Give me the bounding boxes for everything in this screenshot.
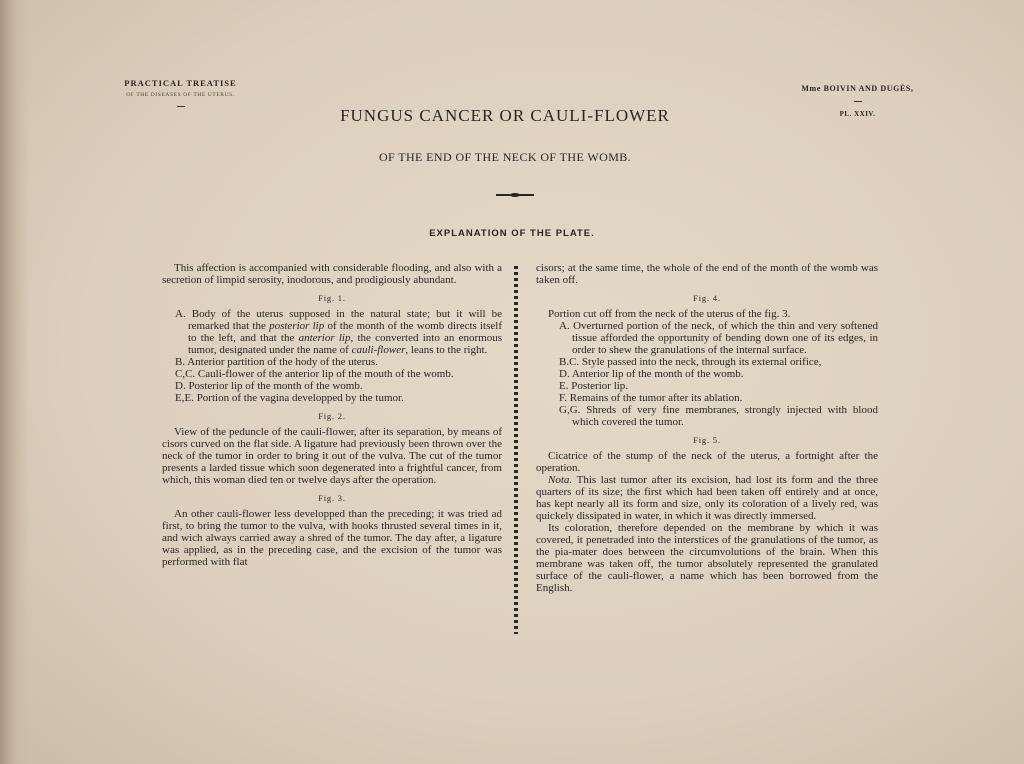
fig2-heading: Fig. 2. [318, 411, 346, 421]
fig1-item-c: C,C. Cauli-flower of the anterior lip of the mouth of the womb. [175, 368, 454, 380]
fig1-a-text-1: Body of the uterus supposed in the natural state; but it will be remarked that the [188, 308, 502, 332]
page-title: FUNGUS CANCER OR CAULI-FLOWER [340, 106, 670, 125]
fig1-item-b: B. Anterior partition of the hody of the uterus. [175, 356, 378, 368]
nota-paragraph [536, 474, 878, 522]
fig4-heading: Fig. 4. [693, 293, 721, 303]
header-right-dash [854, 101, 862, 102]
section-heading: EXPLANATION OF THE PLATE. [429, 228, 595, 239]
fig3-paragraph: An other cauli-flower less developped than the preceding; it was tried ad first, to bring the tumor to the vulva, with hooks thrusted several times in it, and wich always carried away a shred of the tumor. The day after, a ligature was applied, as in the preceding case, and the excision of the tumor was performed with flat [162, 508, 502, 568]
header-left-title: PRACTICAL TREATISE [124, 78, 237, 88]
fig3-heading: Fig. 3. [318, 493, 346, 503]
fig1-a-text-3: , the converted into an enormous tumor, designated under the name of [188, 332, 503, 356]
fig5-heading: Fig. 5. [693, 435, 721, 445]
plate-number: PL. XXIV. [839, 110, 876, 118]
nota-label: Nota. [548, 474, 573, 486]
fig1-a-em-anterior: anterior lip [298, 332, 351, 344]
final-paragraph: Its coloration, therefore depended on the membrane by which it was covered, it penetraded into the interstices of the granulations of the tumor, as the pia-mater does between the circumvolutions of the brain. When this membrane was taken off, the tumor absolutely represented the granulated surface of the cauli-flower, a name which has been borrowed from the English. [536, 522, 878, 594]
ornament-rule [496, 193, 534, 197]
nota-text: This last tumor after its excision, had lost its form and the three quarters of its size; the first which had been taken off entirely and at once, has kept nearly all its form and size, only its coloration of a lively red, was quickely dissipated in water, in which it was directly immersed. [536, 474, 878, 522]
fig1-a-text-2: of the month of the womb directs itself to the left, and that the [188, 320, 502, 344]
header-left [108, 78, 253, 107]
column-divider [514, 266, 518, 634]
fig4-item-e: E. Posterior lip. [559, 380, 629, 392]
fig5-paragraph: Cicatrice of the stump of the neck of the uterus, a fortnight after the operation. [536, 450, 878, 474]
fig1-a-text-4: , leans to the right. [405, 344, 488, 356]
fig1-item-d: D. Posterior lip of the month of the womb. [175, 380, 363, 392]
fig2-paragraph: View of the peduncle of the cauli-flower, after its separation, by means of cisors curved on the flat side. A ligature had previously been thrown over the neck of the tumor in order to bring it out of the vulva. The cut of the tumor presents a larded tissue which soon degenerated into a frightful cancer, from which, this woman died ten or twelve days after the operation. [162, 426, 502, 486]
fig1-item-e: E,E. Portion of the vagina developped by the tumor. [175, 392, 404, 404]
fig4-item-a: A. Overturned portion of the neck, of which the thin and very softened tissue afforded the opportunity of bending down one of its edges, in order to shew the granulations of the internal surface. [559, 320, 878, 356]
fig4-item-g: G,G. Shreds of very fine membranes, strongly injected with blood which covered the tumor. [559, 404, 878, 428]
fig1-a-key: A. [175, 308, 186, 320]
continued-paragraph: cisors; at the same time, the whole of the end of the month of the womb was taken off. [536, 262, 878, 286]
fig4-item-d: D. Anterior lip of the month of the womb. [559, 368, 744, 380]
header-right-authors: Mme BOIVIN AND DUGÈS, [801, 84, 914, 93]
page-edge-shadow [0, 0, 30, 764]
header-left-dash [177, 106, 185, 107]
header-left-subtitle: OF THE DISEASES OF THE UTERUS. [126, 92, 235, 98]
header-right [800, 84, 915, 118]
fig4-item-f: F. Remains of the tumor after its ablation. [559, 392, 743, 404]
fig4-intro: Portion cut off from the neck of the uterus of the fig. 3. [548, 308, 791, 320]
fig4-item-bc: B.C. Style passed into the neck, through its external orifice, [559, 356, 822, 368]
intro-paragraph: This affection is accompanied with considerable flooding, and also with a secretion of limpid serosity, inodorous, and prodigiously abundant. [162, 262, 502, 286]
fig1-a-em-cauliflower: cauli-flower [351, 344, 406, 356]
page-subtitle: OF THE END OF THE NECK OF THE WOMB. [378, 150, 632, 164]
fig1-a-em-posterior: posterior lip [269, 320, 325, 332]
fig1-item-a [162, 308, 502, 356]
left-column [162, 262, 502, 568]
right-column [536, 262, 878, 594]
fig1-heading: Fig. 1. [318, 293, 346, 303]
